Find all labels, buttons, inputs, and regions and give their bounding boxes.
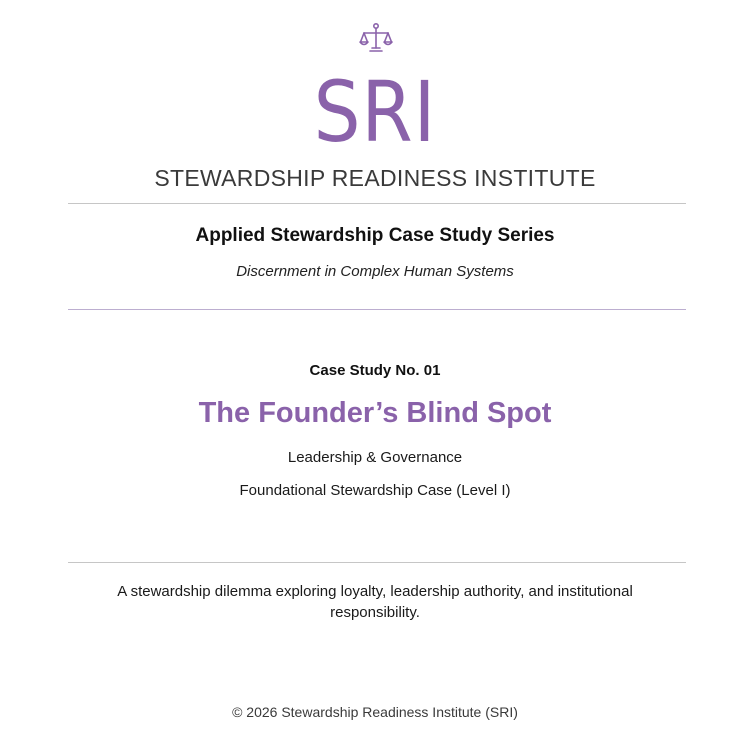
series-title: Applied Stewardship Case Study Series (195, 225, 555, 246)
sri-wordmark: SRI (313, 63, 437, 161)
copyright-footer: © 2026 Stewardship Readiness Institute (SRI) (232, 704, 518, 720)
series-divider (68, 309, 686, 310)
case-category: Leadership & Governance (287, 449, 463, 466)
case-summary: A stewardship dilemma exploring loyalty, leadership authority, and institutional responsibility. (117, 583, 633, 621)
institute-name: STEWARDSHIP READINESS INSTITUTE (154, 165, 596, 191)
top-divider (68, 203, 686, 204)
summary-divider (68, 562, 686, 563)
case-title: The Founder’s Blind Spot (198, 397, 552, 429)
scales-of-justice-icon (359, 22, 393, 54)
series-subtitle: Discernment in Complex Human Systems (236, 263, 514, 280)
case-level: Foundational Stewardship Case (Level I) (239, 482, 511, 499)
case-number: Case Study No. 01 (309, 362, 441, 379)
